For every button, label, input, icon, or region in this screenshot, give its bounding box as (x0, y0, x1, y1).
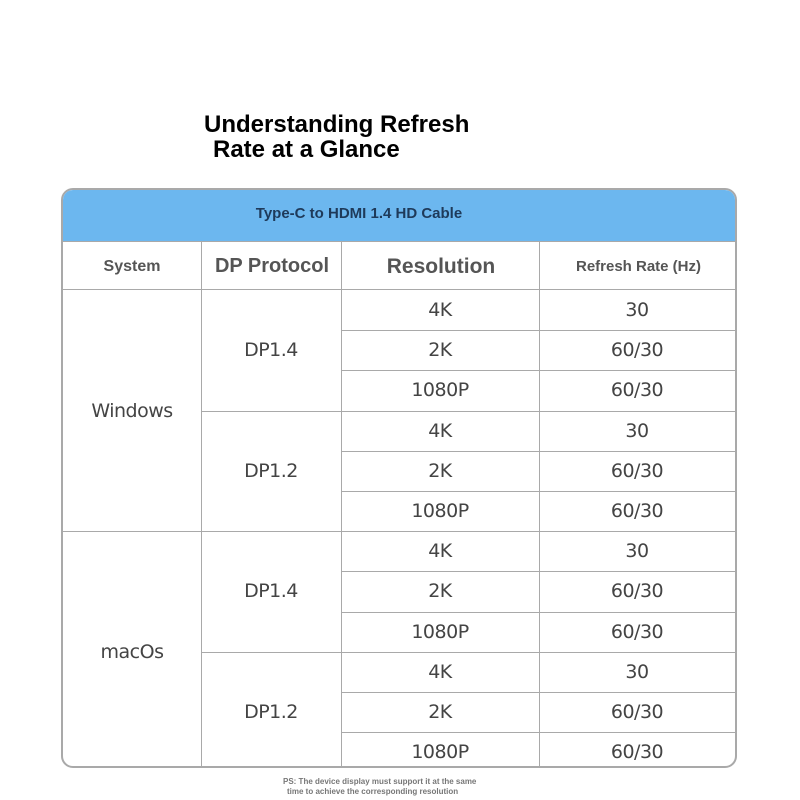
resolution-cell: 4K (428, 540, 452, 563)
system-cell: macOs (100, 640, 164, 663)
resolution-cell: 4K (428, 660, 452, 683)
system-cell: Windows (91, 399, 173, 422)
resolution-cell: 1080P (411, 379, 469, 402)
refresh-rate-cell: 60/30 (610, 741, 664, 764)
resolution-cell: 1080P (411, 500, 469, 523)
refresh-rate-cell: 60/30 (610, 580, 664, 603)
refresh-rate-cell: 60/30 (610, 620, 664, 643)
refresh-rate-cell: 30 (625, 540, 649, 563)
resolution-cell: 1080P (411, 741, 469, 764)
refresh-rate-cell: 30 (625, 419, 649, 442)
page-title-line-2: Rate at a Glance (213, 136, 400, 163)
protocol-cell: DP1.4 (244, 339, 298, 362)
refresh-rate-cell: 60/30 (610, 500, 664, 523)
resolution-cell: 2K (428, 339, 452, 362)
column-header-refresh-rate: Refresh Rate (Hz) (575, 258, 702, 275)
resolution-cell: 1080P (411, 620, 469, 643)
resolution-cell: 2K (428, 701, 452, 724)
protocol-cell: DP1.4 (244, 580, 298, 603)
refresh-rate-cell: 60/30 (610, 459, 664, 482)
refresh-rate-cell: 60/30 (610, 379, 664, 402)
resolution-cell: 4K (428, 299, 452, 322)
table-header (63, 190, 735, 242)
refresh-rate-cell: 60/30 (610, 701, 664, 724)
resolution-cell: 4K (428, 419, 452, 442)
resolution-cell: 2K (428, 580, 452, 603)
column-header-resolution: Resolution (386, 254, 496, 278)
column-header-protocol: DP Protocol (214, 255, 330, 277)
refresh-rate-cell: 30 (625, 299, 649, 322)
footnote-line-2: time to achieve the corresponding resolution (287, 787, 459, 796)
resolution-cell: 2K (428, 459, 452, 482)
protocol-cell: DP1.2 (244, 701, 298, 724)
footnote-line-1: PS: The device display must support it at the same (283, 777, 477, 786)
page-title-line-1: Understanding Refresh (204, 111, 470, 138)
protocol-cell: DP1.2 (244, 459, 298, 482)
refresh-rate-table (61, 188, 737, 768)
column-header-system: System (103, 257, 161, 275)
page-title (204, 112, 469, 162)
refresh-rate-cell: 60/30 (610, 339, 664, 362)
refresh-rate-cell: 30 (625, 660, 649, 683)
table-header-title: Type-C to HDMI 1.4 HD Cable (255, 205, 463, 222)
footnote (283, 777, 476, 797)
